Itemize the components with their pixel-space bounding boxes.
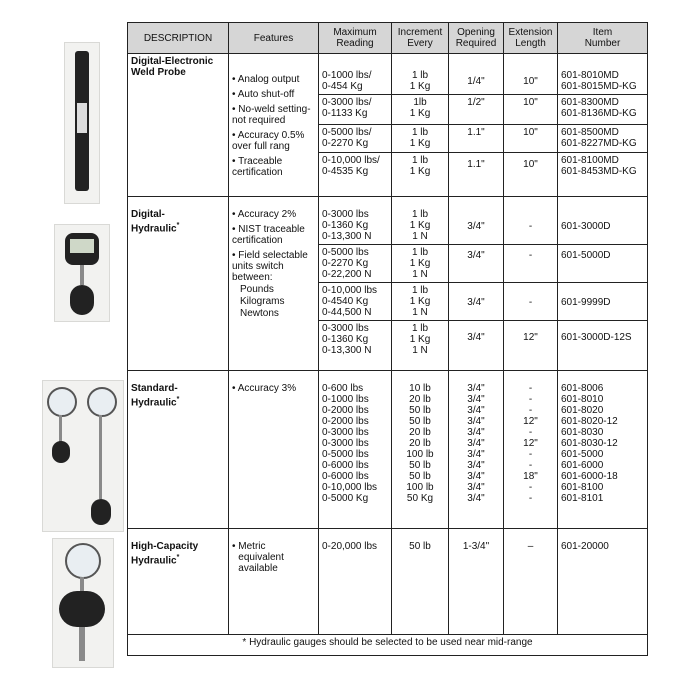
item-number-cell: 601-8300MD 601-8136MD-KG [558, 95, 648, 125]
max-reading-cell: 0-1000 lbs/ 0-454 Kg [319, 54, 392, 95]
extension-cell: 12" [504, 321, 558, 371]
opening-cell: 3/4" [449, 245, 504, 283]
opening-cell: 3/4" [449, 321, 504, 371]
item-number-cell: 601-20000 [558, 529, 648, 635]
max-reading-cell: 0-3000 lbs 0-1360 Kg 0-13,300 N [319, 321, 392, 371]
opening-cell: 1/4" [449, 54, 504, 95]
standard-hydraulic-photo [42, 380, 124, 532]
opening-cell: 1/2" [449, 95, 504, 125]
digital-hydraulic-photo [54, 224, 110, 322]
header-extension: Extension Length [504, 23, 558, 54]
max-reading-cell: 0-600 lbs 0-1000 lbs 0-2000 lbs 0-2000 lbs 0-3000 lbs 0-3000 lbs 0-5000 lbs 0-6000 lbs 0-6000 lbs 0-10,000 lbs 0-5000 Kg [319, 371, 392, 529]
increment-cell: 50 lb [392, 529, 449, 635]
max-reading-cell: 0-3000 lbs/ 0-1133 Kg [319, 95, 392, 125]
extension-cell: - [504, 197, 558, 245]
extension-cell: – [504, 529, 558, 635]
item-number-cell: 601-5000D [558, 245, 648, 283]
increment-cell: 1 lb 1 Kg [392, 54, 449, 95]
item-number-cell: 601-3000D [558, 197, 648, 245]
item-number-cell: 601-9999D [558, 283, 648, 321]
features-digital-electronic: • Analog output • Auto shut-off • No-weld setting-not required • Accuracy 0.5% over full rang • Traceable certification [229, 54, 319, 197]
table-row [128, 54, 648, 95]
increment-cell: 1 lb 1 Kg 1 N [392, 245, 449, 283]
header-max-reading: Maximum Reading [319, 23, 392, 54]
header-features: Features [229, 23, 319, 54]
header-opening: Opening Required [449, 23, 504, 54]
extension-cell: - [504, 245, 558, 283]
extension-cell: - [504, 283, 558, 321]
features-high-capacity-hydraulic: • Metric equivalent available [229, 529, 319, 635]
footnote: * Hydraulic gauges should be selected to be used near mid-range [128, 635, 648, 656]
extension-cell: 10" [504, 125, 558, 153]
increment-cell: 1 lb 1 Kg [392, 153, 449, 197]
desc-digital-electronic: Digital-Electronic Weld Probe [128, 54, 229, 197]
max-reading-cell: 0-5000 lbs 0-2270 Kg 0-22,200 N [319, 245, 392, 283]
extension-cell: - - - 12" - 12" - - 18" - - [504, 371, 558, 529]
desc-high-capacity-hydraulic: High-Capacity Hydraulic* [128, 529, 229, 635]
header-item-number: Item Number [558, 23, 648, 54]
product-spec-table [127, 22, 648, 656]
max-reading-cell: 0-10,000 lbs 0-4540 Kg 0-44,500 N [319, 283, 392, 321]
increment-cell: 1 lb 1 Kg 1 N [392, 283, 449, 321]
header-row [128, 23, 648, 54]
max-reading-cell: 0-20,000 lbs [319, 529, 392, 635]
extension-cell: 10" [504, 153, 558, 197]
features-standard-hydraulic: • Accuracy 3% [229, 371, 319, 529]
table-row [128, 197, 648, 245]
desc-standard-hydraulic: Standard- Hydraulic* [128, 371, 229, 529]
max-reading-cell: 0-5000 lbs/ 0-2270 Kg [319, 125, 392, 153]
max-reading-cell: 0-10,000 lbs/ 0-4535 Kg [319, 153, 392, 197]
max-reading-cell: 0-3000 lbs 0-1360 Kg 0-13,300 N [319, 197, 392, 245]
item-number-cell: 601-8100MD 601-8453MD-KG [558, 153, 648, 197]
weld-probe-photo [64, 42, 100, 204]
item-number-cell: 601-3000D-12S [558, 321, 648, 371]
extension-cell: 10" [504, 95, 558, 125]
increment-cell: 1 lb 1 Kg 1 N [392, 197, 449, 245]
opening-cell: 3/4" [449, 283, 504, 321]
header-description: DESCRIPTION [128, 23, 229, 54]
table-row [128, 371, 648, 529]
table-row [128, 529, 648, 635]
header-increment: Increment Every [392, 23, 449, 54]
opening-cell: 1-3/4" [449, 529, 504, 635]
opening-cell: 3/4" [449, 197, 504, 245]
high-capacity-hydraulic-photo [52, 538, 114, 668]
increment-cell: 10 lb 20 lb 50 lb 50 lb 20 lb 20 lb 100 lb 50 lb 50 lb 100 lb 50 Kg [392, 371, 449, 529]
opening-cell: 1.1" [449, 153, 504, 197]
increment-cell: 1 lb 1 Kg 1 N [392, 321, 449, 371]
desc-digital-hydraulic: Digital- Hydraulic* [128, 197, 229, 371]
item-number-cell: 601-8500MD 601-8227MD-KG [558, 125, 648, 153]
increment-cell: 1 lb 1 Kg [392, 125, 449, 153]
features-digital-hydraulic: • Accuracy 2% • NIST traceable certification • Field selectable units switch between: Pounds Kilograms Newtons [229, 197, 319, 371]
increment-cell: 1lb 1 Kg [392, 95, 449, 125]
extension-cell: 10" [504, 54, 558, 95]
item-number-cell: 601-8006 601-8010 601-8020 601-8020-12 601-8030 601-8030-12 601-5000 601-6000 601-6000-18 601-8100 601-8101 [558, 371, 648, 529]
opening-cell: 3/4" 3/4" 3/4" 3/4" 3/4" 3/4" 3/4" 3/4" 3/4" 3/4" 3/4" [449, 371, 504, 529]
opening-cell: 1.1" [449, 125, 504, 153]
item-number-cell: 601-8010MD 601-8015MD-KG [558, 54, 648, 95]
footnote-row [128, 635, 648, 656]
